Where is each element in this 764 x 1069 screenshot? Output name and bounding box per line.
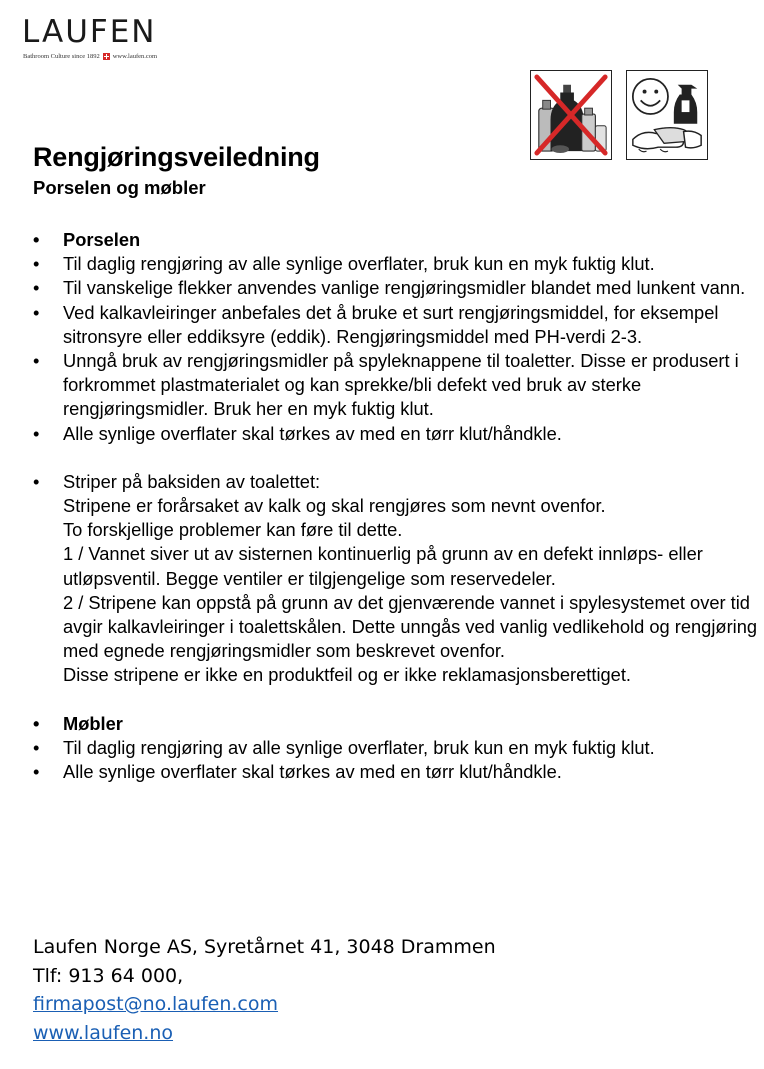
striper-line: Stripene er forårsaket av kalk og skal rengjøres som nevnt ovenfor. <box>63 495 606 517</box>
list-item: • Ved kalkavleiringer anbefales det å bruke et surt rengjøringsmiddel, for eksempel sitronsyre eller eddiksyre (eddik). Rengjøringsmiddel med PH-verdi 2-3. <box>33 301 758 349</box>
list-item: • Til daglig rengjøring av alle synlige overflater, bruk kun en myk fuktig klut. <box>33 736 758 760</box>
striper-item <box>33 470 758 688</box>
cleaning-guide-content <box>33 228 758 784</box>
logo-wordmark: LAUFEN <box>22 14 157 50</box>
website-link[interactable]: www.laufen.no <box>33 1021 174 1044</box>
striper-section <box>33 470 758 688</box>
mild-cleaner-cloth-icon <box>626 70 708 160</box>
section-spacer <box>33 688 758 712</box>
logo-tagline-text: Bathroom Culture since 1892 <box>23 53 100 60</box>
striper-line: To forskjellige problemer kan føre til dette. <box>63 519 403 541</box>
logo-tagline-url: www.laufen.com <box>112 53 158 60</box>
list-item: • Unngå bruk av rengjøringsmidler på spyleknappene til toaletter. Disse er produsert i forkrommet plastmaterialet og kan sprekke/bli defekt ved bruk av sterke rengjøringsmidler. Bruk her en myk fuktig klut. <box>33 349 758 422</box>
mobler-section <box>33 712 758 785</box>
striper-line: Disse stripene er ikke en produktfeil og er ikke reklamasjonsberettiget. <box>63 664 632 686</box>
list-item: • Til vanskelige flekker anvendes vanlige rengjøringsmidler blandet med lunkent vann. <box>33 276 758 300</box>
phone-number: Tlf: 913 64 000, <box>33 964 184 987</box>
swiss-flag-icon <box>103 53 110 60</box>
section-spacer <box>33 446 758 470</box>
logo-tagline <box>23 53 157 60</box>
page-title: Rengjøringsveiledning <box>33 142 320 172</box>
no-harsh-chemicals-icon <box>530 70 612 160</box>
porselen-heading: • Porselen <box>33 228 758 252</box>
porselen-section <box>33 228 758 446</box>
page-subtitle: Porselen og møbler <box>33 177 206 198</box>
list-item: • Alle synlige overflater skal tørkes av med en tørr klut/håndkle. <box>33 760 758 784</box>
email-link[interactable]: firmapost@no.laufen.com <box>33 993 279 1015</box>
laufen-logo <box>22 14 182 64</box>
striper-heading: • Striper på baksiden av toalettet: <box>63 470 321 492</box>
contact-block <box>33 933 496 1047</box>
list-item: • Alle synlige overflater skal tørkes av med en tørr klut/håndkle. <box>33 422 758 446</box>
striper-line: 1 / Vannet siver ut av sisternen kontinuerlig på grunn av en defekt innløps- eller utløpsventil. Begge ventiler er tilgjengelige som reservedeler. <box>63 543 703 589</box>
list-item: • Til daglig rengjøring av alle synlige overflater, bruk kun en myk fuktig klut. <box>33 252 758 276</box>
company-address: Laufen Norge AS, Syretårnet 41, 3048 Drammen <box>33 936 496 958</box>
mobler-heading: • Møbler <box>33 712 758 736</box>
striper-line: 2 / Stripene kan oppstå på grunn av det gjenværende vannet i spylesystemet over tid avgir kalkavleiringer i toalettskålen. Dette unngås ved vanlig vedlikehold og rengjøring med egnede rengjøringsmidler som beskrevet ovenfor. <box>63 591 758 662</box>
